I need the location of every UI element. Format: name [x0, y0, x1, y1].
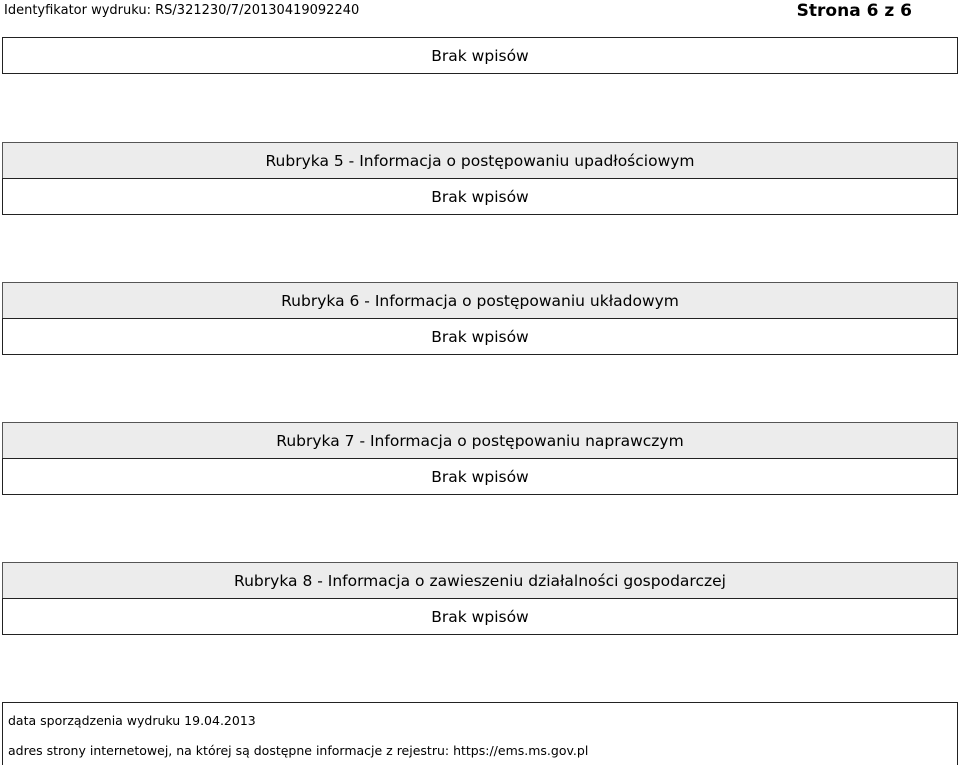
section-title-rubryka-8: Rubryka 8 - Informacja o zawieszeniu działalności gospodarczej	[2, 562, 958, 599]
section-entries-rubryka-7: Brak wpisów	[2, 458, 958, 495]
print-identifier: Identyfikator wydruku: RS/321230/7/20130419092240	[4, 3, 360, 18]
section-entries-rubryka-8: Brak wpisów	[2, 598, 958, 635]
section-title-rubryka-6: Rubryka 6 - Informacja o postępowaniu układowym	[2, 282, 958, 319]
section-title-rubryka-5: Rubryka 5 - Informacja o postępowaniu upadłościowym	[2, 142, 958, 179]
section-entries-rubryka-5: Brak wpisów	[2, 178, 958, 215]
page-number: Strona 6 z 6	[796, 1, 912, 21]
print-date: data sporządzenia wydruku 19.04.2013	[8, 713, 256, 728]
print-footer	[2, 702, 958, 765]
section-entries-rubryka-6: Brak wpisów	[2, 318, 958, 355]
section-title-rubryka-7: Rubryka 7 - Informacja o postępowaniu naprawczym	[2, 422, 958, 459]
section-entries-box: Brak wpisów	[2, 37, 958, 74]
registry-address: adres strony internetowej, na której są dostępne informacje z rejestru: https://ems.ms.gov.pl	[8, 743, 589, 758]
